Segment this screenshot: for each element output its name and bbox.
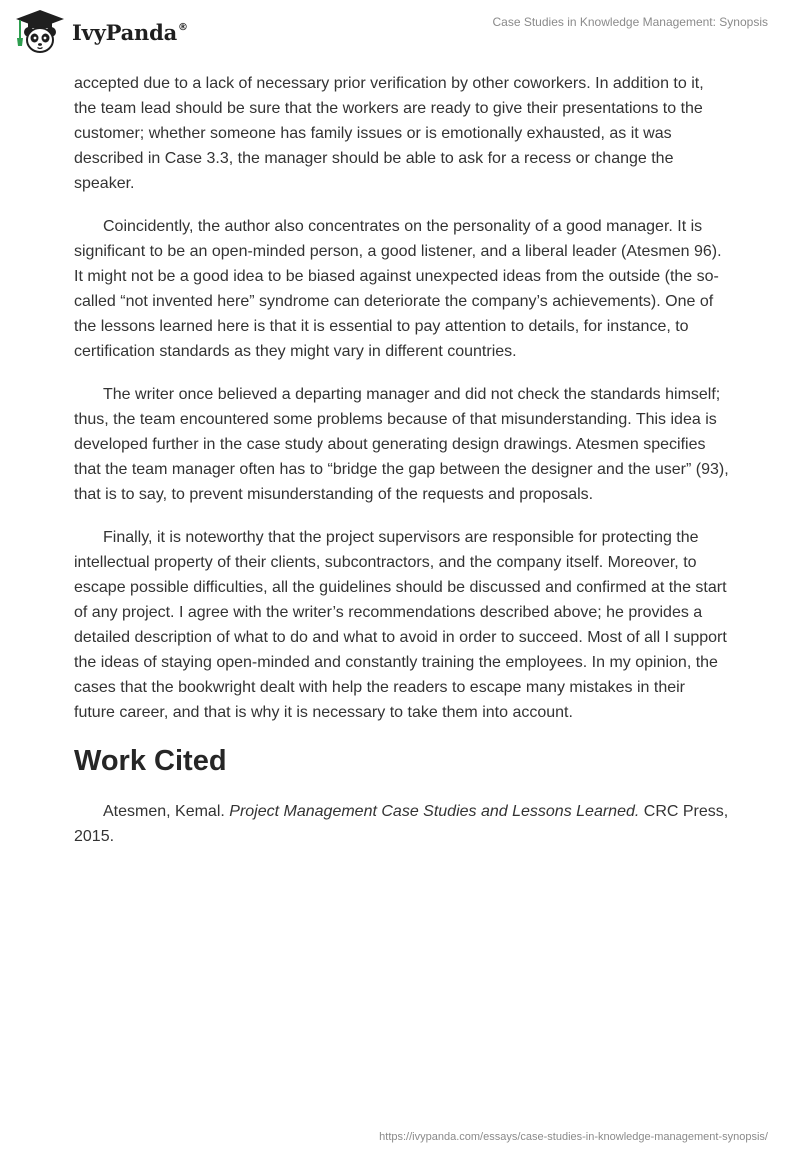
paragraph-continuation: accepted due to a lack of necessary prior verification by other coworkers. In addition to it, the team lead should be sure that the workers are ready to give their presentations to the customer; whether someone has family issues or is emotionally exhausted, as it was described in Case 3.3, the manager should be able to ask for a recess or change the speaker.	[74, 75, 704, 192]
panda-graduate-icon	[12, 8, 68, 54]
paragraph: Coincidently, the author also concentrates on the personality of a good manager. It is significant to be an open-minded person, a good listener, and a liberal leader (Atesmen 96). It might not be a good idea to be biased against unexpected ideas from the outside (the so-called “not invented here” syndrome can deteriorate the company’s achievements). One of the lessons learned here is that it is essential to pay attention to details, for instance, to certification standards as they might vary in different countries.	[74, 218, 722, 360]
brand-name: IvyPanda®	[72, 19, 188, 45]
paragraph: Finally, it is noteworthy that the project supervisors are responsible for protecting the intellectual property of their clients, subcontractors, and the company itself. Moreover, to escape possible difficulties, all the guidelines should be discussed and confirmed at the start of any project. I agree with the writer’s recommendations described above; he provides a detailed description of what to do and what to avoid in order to succeed. Most of all I support the ideas of staying open-minded and constantly training the employees. In my opinion, the cases that the bookwright dealt with help the readers to escape many mistakes in their future career, and that is why it is necessary to take them into account.	[74, 529, 727, 721]
citation-author: Atesmen, Kemal.	[103, 803, 225, 820]
works-cited-heading: Work Cited	[74, 745, 227, 777]
citation-entry	[74, 799, 730, 849]
paragraph: The writer once believed a departing manager and did not check the standards himself; thus, the team encountered some problems because of that misunderstanding. This idea is developed further in the case study about generating design drawings. Atesmen specifies that the team manager often has to “bridge the gap between the designer and the user” (93), that is to say, to prevent misunderstanding of the requests and proposals.	[74, 386, 729, 503]
page-header	[0, 0, 800, 62]
brand-logo[interactable]	[12, 8, 188, 54]
citation-title: Project Management Case Studies and Lessons Learned.	[229, 803, 640, 820]
document-title: Case Studies in Knowledge Management: Synopsis	[492, 15, 768, 29]
source-url[interactable]: https://ivypanda.com/essays/case-studies-in-knowledge-management-synopsis/	[379, 1131, 768, 1143]
citation-publisher: CRC Press, 2015.	[74, 803, 729, 845]
essay-content	[74, 71, 730, 867]
registered-mark: ®	[178, 21, 188, 33]
